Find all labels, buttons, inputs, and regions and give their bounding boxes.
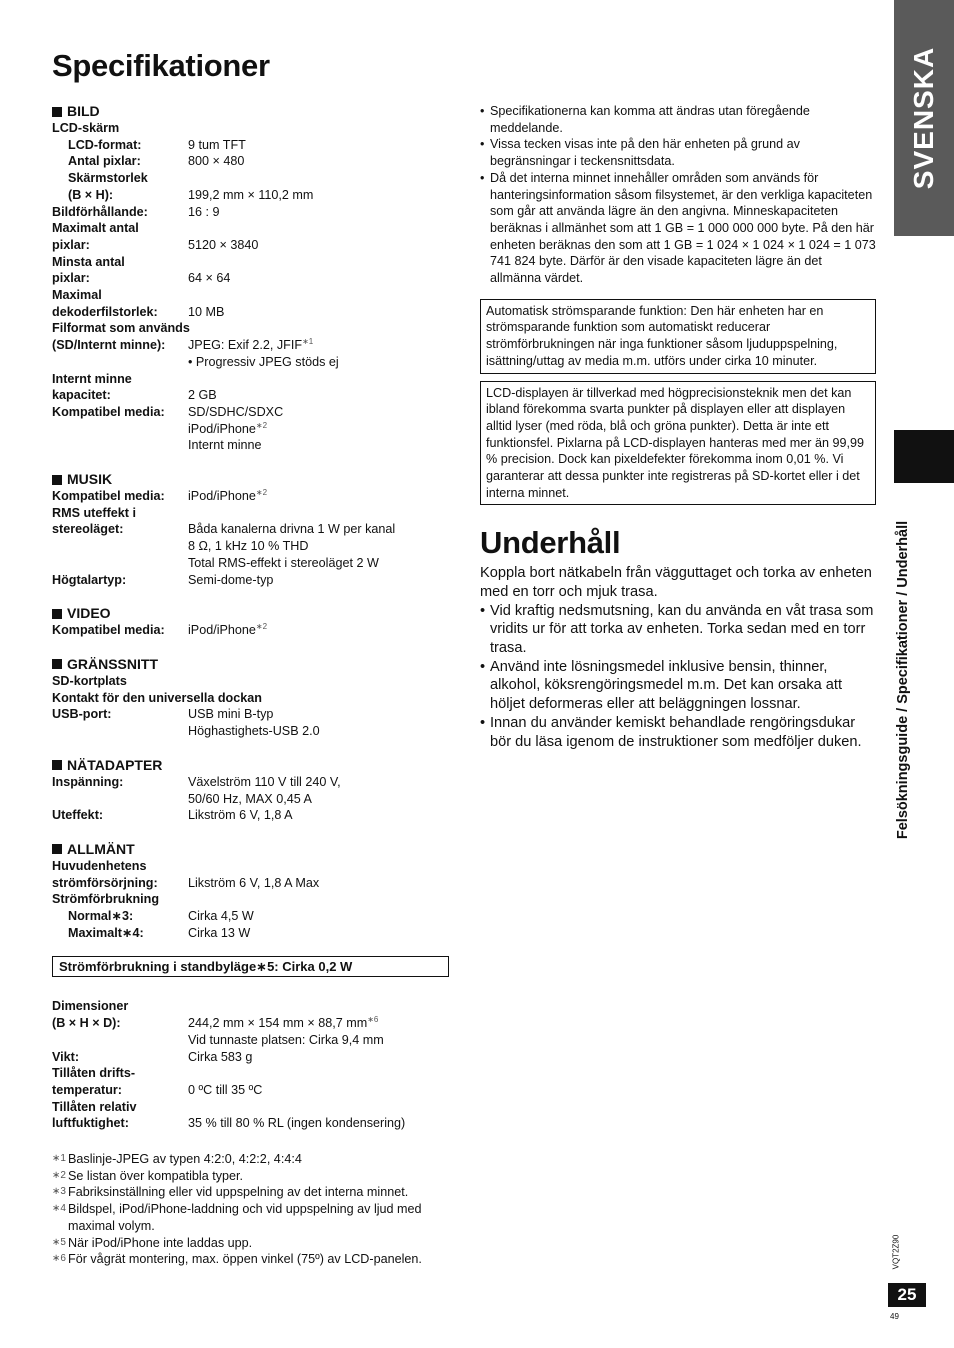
footnote-mark: ∗1: [52, 1153, 66, 1165]
list-item-text: Då det interna minnet innehåller områden som används för hanteringsinformation såsom filsystemet, är den verkliga kapaciteten som går att använda lägre än den angivna. Minneskapaciteten beräknas i allmänhet som att 1 GB = 1 000 000 000 byte. På den här enheten beräknas den som att 1 GB = 1 024 × 1 024 × 1 024 = 1 073 741 824 byte. Därför är den visade kapaciteten lägre än det allmänna värdet.: [490, 170, 876, 286]
spec-value: Internt minne: [188, 438, 262, 453]
spec-section: [52, 757, 452, 824]
spec-row: [52, 187, 452, 204]
bullet-icon: •: [480, 137, 485, 152]
spec-row: [52, 774, 452, 791]
spec-value: USB mini B-typ: [188, 707, 274, 722]
spec-label: stereoläget:: [52, 522, 124, 537]
spec-label: Normal∗3:: [68, 909, 134, 924]
notes-column: [480, 103, 876, 751]
footnote-text: När iPod/iPhone inte laddas upp.: [68, 1235, 253, 1250]
footnote-mark: ∗3: [52, 1186, 66, 1198]
page-title: Specifikationer: [52, 48, 270, 83]
spec-row: [52, 723, 452, 740]
spec-value: 64 × 64: [188, 271, 231, 286]
spec-label: [52, 538, 188, 555]
spec-label: (B × H × D):: [52, 1016, 121, 1031]
doc-code: VQT2Z90: [891, 1234, 901, 1270]
square-bullet-icon: [52, 107, 62, 117]
section-title: GRÄNSSNITT: [67, 655, 158, 672]
spec-row: [52, 908, 452, 925]
spec-notes-list: [480, 103, 876, 287]
footnote-mark: ∗2: [52, 1169, 66, 1181]
section-title: NÄTADAPTER: [67, 756, 163, 773]
footnote: [52, 1201, 452, 1234]
spec-label: (B × H):: [68, 187, 114, 202]
spec-value: iPod/iPhone$^{∗2}$: [188, 487, 268, 504]
spec-value: iPod/iPhone$^{∗2}$: [188, 420, 268, 436]
spec-label: LCD-format:: [68, 137, 142, 152]
spec-label: pixlar:: [52, 237, 90, 252]
spec-label: Dimensioner: [52, 999, 129, 1014]
spec-value: Växelström 110 V till 240 V,: [188, 774, 341, 789]
spec-row: [52, 891, 452, 908]
spec-label: LCD-skärm: [52, 121, 120, 135]
section-title: ALLMÄNT: [67, 840, 135, 857]
spec-row: [52, 555, 452, 572]
spec-value: Likström 6 V, 1,8 A: [188, 808, 293, 823]
spec-label: Maximalt antal: [52, 221, 139, 236]
footnote-ref: ∗2: [255, 420, 268, 430]
spec-value: [188, 891, 452, 908]
spec-label: Bildförhållande:: [52, 204, 148, 219]
spec-value: [188, 858, 452, 875]
spec-label: [52, 723, 188, 740]
footnotes: [52, 1151, 452, 1268]
spec-row: [52, 170, 452, 187]
chapter-label: Felsökningsguide / Specifikationer / Underhåll: [895, 520, 911, 840]
language-tab: [894, 0, 954, 236]
spec-row: [52, 706, 452, 723]
square-bullet-icon: [52, 659, 62, 669]
spec-value: Höghastighets-USB 2.0: [188, 724, 320, 739]
spec-section: [52, 103, 452, 454]
spec-row: [52, 488, 452, 505]
spec-label: luftfuktighet:: [52, 1116, 129, 1131]
spec-row: [52, 538, 452, 555]
bullet-icon: •: [480, 602, 486, 619]
spec-row: [52, 807, 452, 824]
spec-label: pixlar:: [52, 271, 90, 286]
section-title: VIDEO: [67, 605, 111, 622]
spec-row: [52, 304, 452, 321]
spec-row: [52, 421, 452, 438]
footnote-ref: ∗2: [255, 487, 268, 497]
spec-value: 35 % till 80 % RL (ingen kondensering): [188, 1116, 406, 1131]
bullet-icon: •: [480, 170, 485, 185]
spec-row: [52, 622, 452, 639]
spec-label: [52, 555, 188, 572]
page-number-small: 49: [890, 1312, 899, 1321]
spec-label: SD-kortplats: [52, 673, 127, 688]
spec-label: kapacitet:: [52, 388, 111, 403]
spec-value: Likström 6 V, 1,8 A Max: [188, 875, 320, 890]
spec-value: 10 MB: [188, 304, 225, 319]
spec-value: SD/SDHC/SDXC: [188, 404, 284, 419]
footnote-mark: ∗5: [52, 1236, 66, 1248]
footnote-mark: ∗6: [52, 1253, 66, 1265]
section-heading: [52, 471, 452, 488]
spec-label: Uteffekt:: [52, 808, 104, 823]
spec-section: [52, 841, 452, 942]
bullet-icon: •: [480, 658, 486, 675]
footnote-text: För vågrät montering, max. öppen vinkel (75º) av LCD-panelen.: [68, 1252, 422, 1267]
spec-value: 50/60 Hz, MAX 0,45 A: [188, 791, 312, 806]
spec-row: [52, 137, 452, 154]
spec-label: Filformat som används: [52, 321, 190, 336]
spec-column: [52, 103, 452, 1268]
general-specs: [52, 998, 452, 1132]
spec-value: [188, 287, 452, 304]
spec-row: [52, 204, 452, 221]
spec-value: 16 : 9: [188, 204, 220, 219]
footnote-ref: ∗1: [302, 336, 314, 346]
spec-row: [52, 505, 452, 522]
spec-row: [52, 120, 452, 137]
list-item: [480, 103, 876, 136]
spec-value: Semi-dome-typ: [188, 572, 274, 587]
spec-label: Tillåten drifts-: [52, 1066, 136, 1081]
footnote: [52, 1251, 452, 1268]
spec-label: Tillåten relativ: [52, 1099, 137, 1114]
spec-value: Cirka 4,5 W: [188, 909, 254, 924]
spec-label: strömförsörjning:: [52, 875, 158, 890]
spec-label: Kontakt för den universella dockan: [52, 690, 262, 705]
spec-row: [52, 673, 452, 690]
page-number: 25: [888, 1283, 926, 1307]
spec-label: [52, 437, 188, 454]
bullet-icon: •: [480, 104, 485, 118]
spec-row: [52, 220, 452, 237]
spec-label: Inspänning:: [52, 774, 124, 789]
standby-power-box: Strömförbrukning i standbyläge∗5: Cirka 0,2 W: [52, 956, 449, 977]
spec-value: 8 Ω, 1 kHz 10 % THD: [188, 539, 309, 554]
spec-label: Maximalt∗4:: [68, 925, 144, 940]
spec-value: Båda kanalerna drivna 1 W per kanal: [188, 522, 396, 537]
spec-label: Vikt:: [52, 1049, 80, 1064]
language-label: SVENSKA: [908, 46, 939, 190]
bullet-icon: •: [480, 714, 486, 731]
list-item-text: Vid kraftig nedsmutsning, kan du använda en våt trasa som vridits ur för att torka av enheten. Torka sedan med en torr trasa.: [490, 602, 874, 656]
spec-row: [52, 153, 452, 170]
spec-value: 0 ºC till 35 ºC: [188, 1082, 263, 1097]
spec-row: [52, 572, 452, 589]
spec-value: [188, 254, 452, 271]
spec-value: [188, 673, 452, 690]
spec-section: [52, 605, 452, 639]
footnote: [52, 1235, 452, 1252]
spec-value: Vid tunnaste platsen: Cirka 9,4 mm: [188, 1032, 384, 1047]
spec-row: [52, 371, 452, 388]
chapter-marker: [894, 430, 954, 483]
section-heading: [52, 103, 452, 120]
footnote: [52, 1168, 452, 1185]
spec-row: [52, 437, 452, 454]
spec-value: iPod/iPhone$^{∗2}$: [188, 622, 268, 638]
spec-value: Cirka 13 W: [188, 925, 251, 940]
spec-value: Cirka 583 g: [188, 1049, 253, 1064]
spec-label: Skärmstorlek: [68, 171, 148, 186]
maintenance-body: [480, 564, 876, 751]
spec-row: [52, 1099, 452, 1116]
spec-section: [52, 471, 452, 588]
footnote-ref: ∗2: [255, 622, 268, 632]
spec-row: [52, 521, 452, 538]
spec-label: Maximal: [52, 288, 102, 303]
list-item: [480, 658, 876, 714]
spec-value: [188, 505, 452, 522]
spec-value: 199,2 mm × 110,2 mm: [188, 187, 314, 202]
spec-label: Kompatibel media:: [52, 489, 165, 504]
spec-label: dekoderfilstorlek:: [52, 304, 158, 319]
spec-label: RMS uteffekt i: [52, 505, 136, 520]
footnote-text: Baslinje-JPEG av typen 4:2:0, 4:2:2, 4:4:4: [68, 1152, 302, 1167]
maintenance-intro: Koppla bort nätkabeln från vägguttaget och torka av enheten med en torr och mjuk trasa.: [480, 565, 872, 600]
spec-section: [52, 656, 452, 740]
spec-sections: [52, 103, 452, 941]
list-item: [480, 170, 876, 287]
spec-label: Minsta antal: [52, 254, 125, 269]
footnote: [52, 1151, 452, 1168]
list-item-text: Innan du använder kemiskt behandlade rengöringsdukar bör du läsa igenom de instruktioner som medföljer duken.: [490, 714, 862, 750]
section-title: MUSIK: [67, 471, 113, 488]
spec-row: [52, 1115, 452, 1132]
square-bullet-icon: [52, 609, 62, 619]
spec-value: [188, 170, 452, 187]
lcd-note-box: LCD-displayen är tillverkad med högprecisionsteknik men det kan ibland förekomma svarta punkter på displayen eller att displayen alltid lyser (med röda, blå och gröna punkter). Detta är inte ett funktionsfel. Pixlarna på LCD-displayen hanteras med mer än 99,99 % precision. Dock kan pixeldefekter förekomma inom 0,01 %. Vi garanterar att dessa punkter inte registreras på SD-kortet eller i det interna minnet.: [480, 381, 876, 506]
spec-label: Strömförbrukning: [52, 892, 160, 907]
spec-value: 9 tum TFT: [188, 137, 246, 152]
spec-row: [52, 320, 452, 337]
section-heading: [52, 757, 452, 774]
section-heading: [52, 656, 452, 673]
square-bullet-icon: [52, 844, 62, 854]
spec-row: [52, 690, 452, 707]
spec-label: Kompatibel media:: [52, 623, 165, 638]
spec-label: [52, 421, 188, 438]
footnote-mark: ∗4: [52, 1203, 66, 1215]
spec-label: temperatur:: [52, 1082, 122, 1097]
spec-row: [52, 925, 452, 942]
spec-row: [52, 1065, 452, 1082]
spec-value: 5120 × 3840: [188, 237, 259, 252]
spec-row: [52, 254, 452, 271]
spec-value: 800 × 480: [188, 154, 245, 169]
spec-value: • Progressiv JPEG stöds ej: [188, 354, 339, 369]
section-heading: [52, 605, 452, 622]
spec-row: [52, 1082, 452, 1099]
spec-label: Högtalartyp:: [52, 572, 127, 587]
spec-value: JPEG: Exif 2.2, $JFIF^{∗1}$: [188, 336, 314, 353]
spec-row: [52, 287, 452, 304]
spec-row: [52, 270, 452, 287]
spec-label: USB-port:: [52, 707, 112, 722]
spec-row: [52, 858, 452, 875]
spec-label: [52, 1032, 188, 1049]
list-item-text: Vissa tecken visas inte på den här enheten på grund av begränsningar i teckensnittsdata.: [490, 137, 800, 169]
maintenance-list: [480, 602, 876, 752]
footnote-ref: ∗6: [367, 1014, 379, 1024]
list-item: [480, 136, 876, 169]
spec-label: [52, 354, 188, 371]
spec-value: [188, 1065, 452, 1082]
footnote-text: Fabriksinställning eller vid uppspelning av det interna minnet.: [68, 1185, 409, 1200]
footnote-text: Bildspel, iPod/iPhone-laddning och vid uppspelning av ljud med maximal volym.: [68, 1202, 422, 1233]
spec-row: [52, 875, 452, 892]
spec-label: Internt minne: [52, 371, 132, 386]
auto-power-note-box: Automatisk strömsparande funktion: Den här enheten har en strömsparande funktion som automatiskt reducerar strömförbrukningen när inga funktioner såsom ljuduppspelning, isättning/uttag av media m.m. utförs under cirka 10 minuter.: [480, 299, 876, 374]
spec-row: [52, 998, 452, 1015]
footnote-text: Se listan över kompatibla typer.: [68, 1168, 244, 1183]
spec-label: (SD/Internt minne):: [52, 338, 166, 353]
spec-label: Huvudenhetens: [52, 858, 147, 873]
spec-row: [52, 354, 452, 371]
spec-value: [188, 371, 452, 388]
spec-row: [52, 337, 452, 354]
spec-value: [188, 998, 452, 1015]
list-item-text: Använd inte lösningsmedel inklusive bensin, thinner, alkohol, köksrengöringsmedel m.m. Det kan orsaka att höljet deformeras eller att beläggningen lossnar.: [490, 658, 843, 713]
spec-row: [52, 791, 452, 808]
list-item: [480, 714, 876, 751]
spec-label: Kompatibel media:: [52, 404, 165, 419]
list-item-text: Specifikationerna kan komma att ändras utan föregående meddelande.: [490, 104, 810, 135]
spec-row: [52, 387, 452, 404]
spec-label: Antal pixlar:: [68, 154, 141, 169]
maintenance-title: Underhåll: [480, 525, 621, 561]
spec-row: [52, 1049, 452, 1066]
spec-value: 2 GB: [188, 388, 217, 403]
spec-row: [52, 237, 452, 254]
spec-row: [52, 1032, 452, 1049]
spec-value: [188, 1099, 452, 1116]
spec-row: [52, 1015, 452, 1032]
list-item: [480, 602, 876, 658]
spec-value: Total RMS-effekt i stereoläget 2 W: [188, 555, 379, 570]
square-bullet-icon: [52, 475, 62, 485]
section-title: BILD: [67, 103, 100, 119]
spec-row: [52, 404, 452, 421]
spec-label: [52, 791, 188, 808]
spec-value: [188, 220, 452, 237]
spec-value: [188, 120, 452, 137]
footnote: [52, 1184, 452, 1201]
square-bullet-icon: [52, 760, 62, 770]
spec-value: 244,2 mm × 154 mm × 88,7 $mm^{∗6}$: [188, 1014, 379, 1031]
section-heading: [52, 841, 452, 858]
